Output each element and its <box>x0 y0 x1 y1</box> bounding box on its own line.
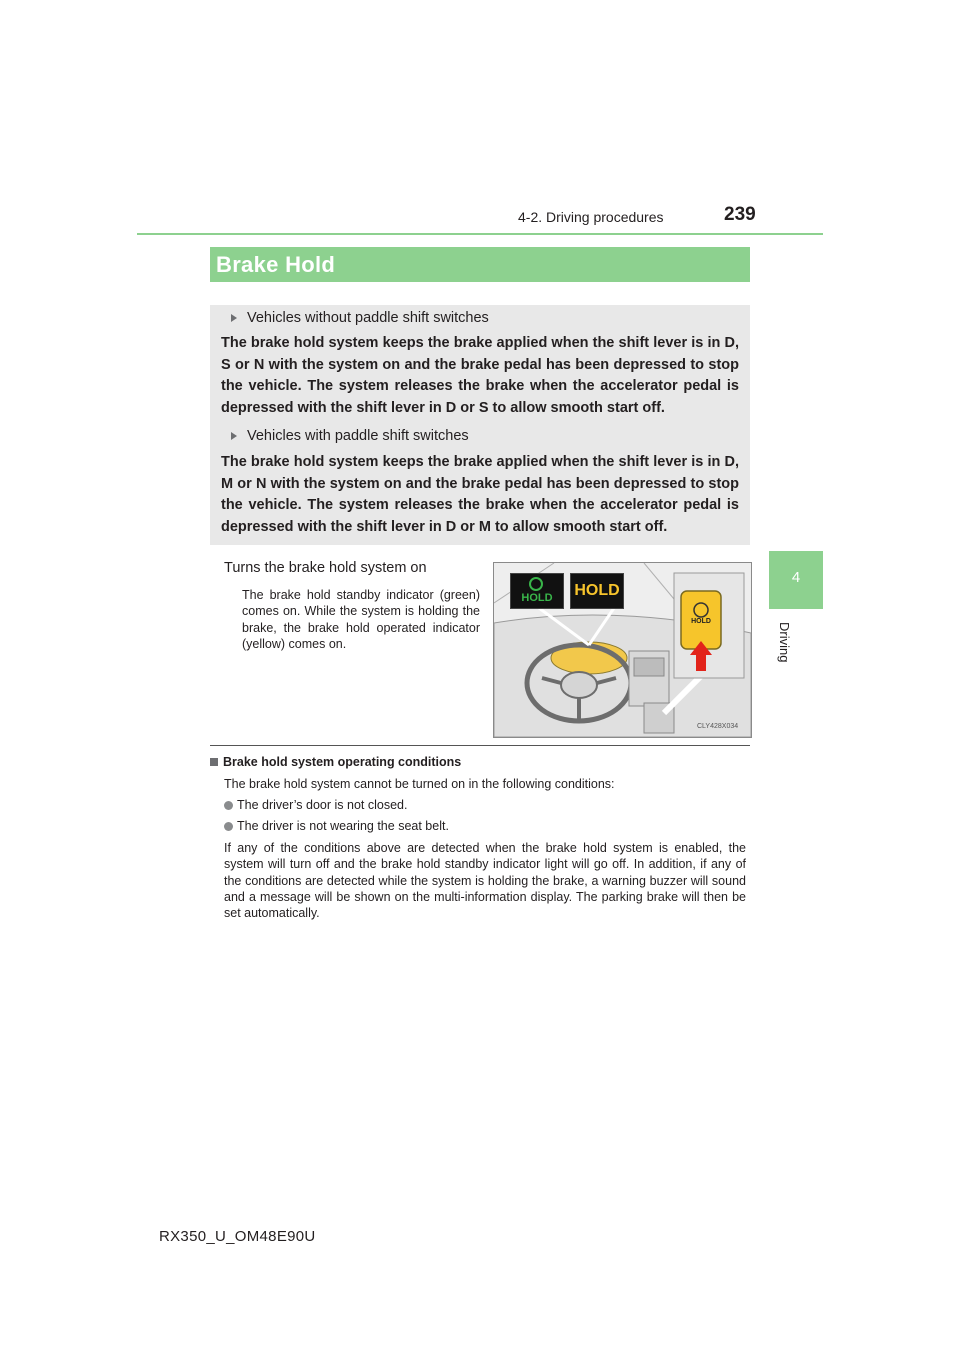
operated-indicator-yellow <box>570 573 624 609</box>
header-section-title: 4-2. Driving procedures <box>518 209 664 225</box>
chapter-tab-number: 4 <box>791 569 801 586</box>
condition-text: The driver’s door is not closed. <box>237 798 408 812</box>
variant-label-text: Vehicles with paddle shift switches <box>247 428 469 444</box>
triangle-bullet-icon <box>231 432 237 440</box>
condition-bullet-door <box>224 798 407 812</box>
chapter-tab[interactable] <box>769 551 823 609</box>
condition-bullet-seatbelt <box>224 819 449 833</box>
circle-bullet-icon <box>224 822 233 831</box>
variant-description-without-paddle: The brake hold system keeps the brake applied when the shift lever is in D, S or N with the system on and the brake pedal has been depressed to stop the vehicle. The system releases the brake when the accelerator pedal is depressed with the shift lever in D or S to allow smooth start off. <box>221 335 739 417</box>
conditions-intro: The brake hold system cannot be turned on in the following conditions: <box>224 777 615 791</box>
illustration-code: CLY428X034 <box>697 723 739 730</box>
section-title: Brake Hold <box>216 252 336 277</box>
conditions-heading <box>210 755 461 769</box>
footer-model-code: RX350_U_OM48E90U <box>159 1228 316 1245</box>
circle-bullet-icon <box>224 801 233 810</box>
brake-hold-green-icon <box>529 577 543 591</box>
variant-label-with-paddle <box>231 428 469 444</box>
section-separator <box>210 745 750 746</box>
variant-label-text: Vehicles without paddle shift switches <box>247 310 489 326</box>
variant-label-without-paddle <box>231 310 489 326</box>
square-bullet-icon <box>210 758 218 766</box>
header-rule <box>137 233 823 235</box>
conditions-heading-text: Brake hold system operating conditions <box>223 755 462 769</box>
hold-button-label: HOLD <box>691 618 711 625</box>
yellow-indicator-label: HOLD <box>574 582 620 599</box>
conditions-body: If any of the conditions above are detected when the brake hold system is enabled, the system will turn off and the brake hold standby indicator light will go off. In addition, if any of the conditions are detected while the system is holding the brake, a warning buzzer will sound and a message will be shown on the multi-information display. The parking brake will then be set automatically. <box>224 841 746 921</box>
condition-text: The driver is not wearing the seat belt. <box>237 819 449 833</box>
chapter-tab-label: Driving <box>777 622 792 663</box>
section-title-bar <box>210 247 750 282</box>
variant-info-box <box>210 305 750 545</box>
switch-caption: Turns the brake hold system on <box>224 560 427 576</box>
standby-indicator-green <box>510 573 564 609</box>
variant-description-with-paddle: The brake hold system keeps the brake applied when the shift lever is in D, M or N with the system on and the brake pedal has been depressed to stop the vehicle. The system releases the brake when the accelerator pedal is depressed with the shift lever in D or M to allow smooth start off. <box>221 454 739 536</box>
switch-description: The brake hold standby indicator (green) comes on. While the system is holding the brake, the brake hold operated indicator (yellow) comes on. <box>242 588 480 651</box>
page-number: 239 <box>724 204 756 225</box>
triangle-bullet-icon <box>231 314 237 322</box>
brake-hold-illustration <box>493 562 752 738</box>
green-indicator-label: HOLD <box>521 592 553 604</box>
